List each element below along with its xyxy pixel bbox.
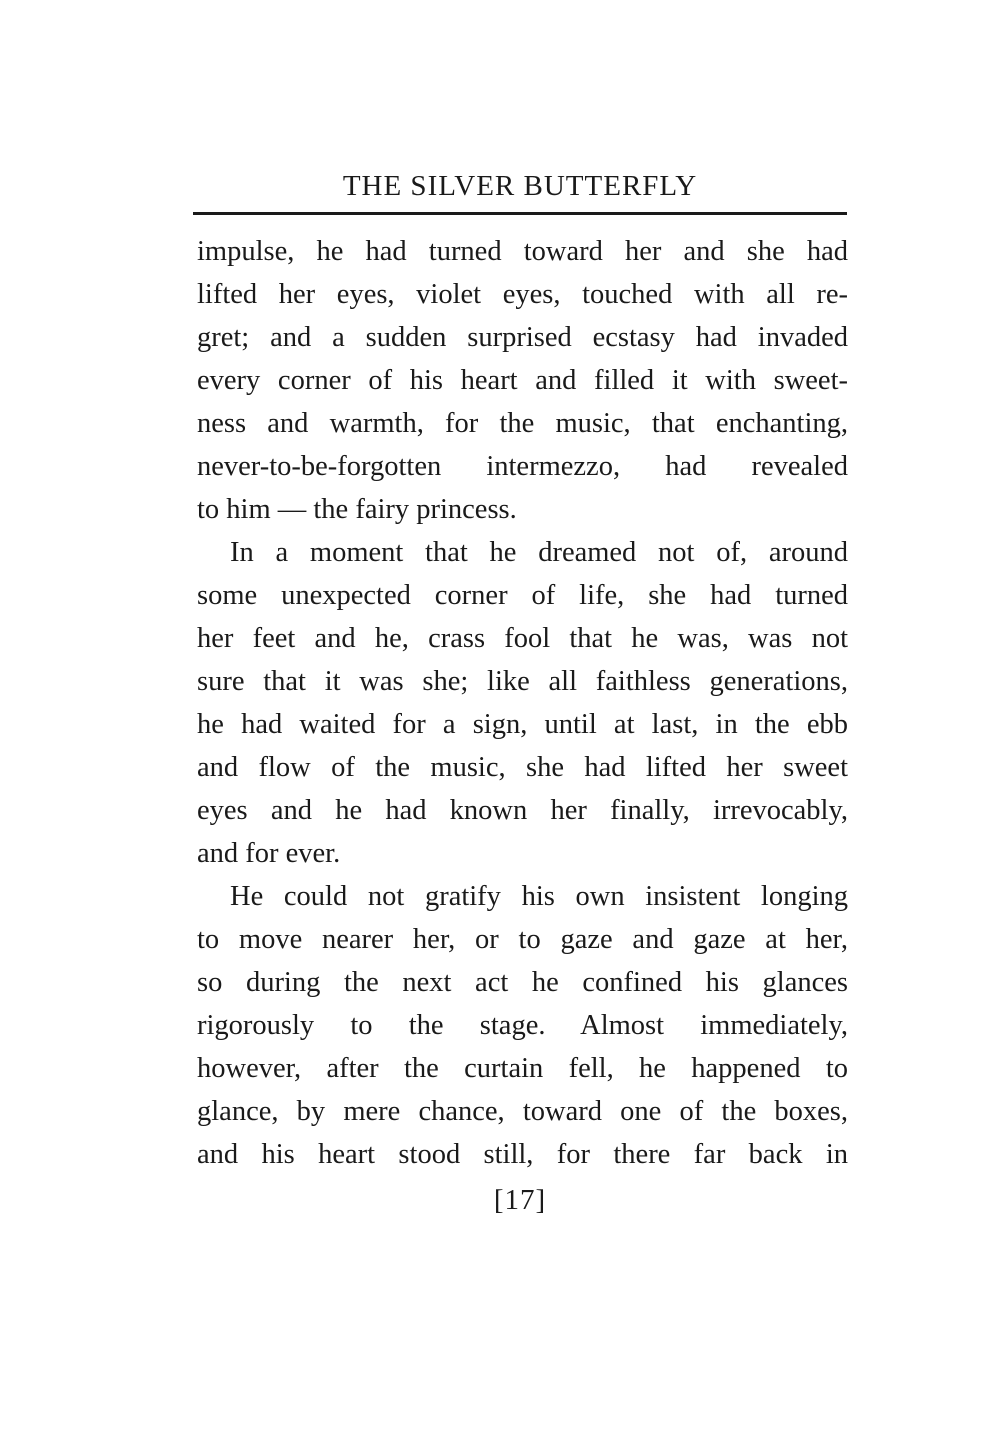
text-line: He could not gratify his own insistent longing [230,881,848,912]
body-text [197,230,848,1176]
running-head: THE SILVER BUTTERFLY [342,170,698,202]
text-line: glance, by mere chance, toward one of the boxes, [197,1096,848,1127]
text-line: gret; and a sudden surprised ecstasy had invaded [197,322,848,353]
paragraph-2 [197,531,848,875]
text-line: however, after the curtain fell, he happened to [197,1053,848,1084]
header-rule [193,212,847,215]
text-line: never-to-be-forgotten intermezzo, had revealed [197,451,848,482]
text-line: and flow of the music, she had lifted her sweet [197,752,848,783]
text-line: ness and warmth, for the music, that enchanting, [197,408,848,439]
text-line: sure that it was she; like all faithless generations, [197,666,848,697]
text-line: lifted her eyes, violet eyes, touched with all re- [197,279,848,310]
paragraph-1 [197,230,848,531]
text-line: impulse, he had turned toward her and she had [197,236,848,267]
text-line: In a moment that he dreamed not of, around [230,537,848,568]
text-line: some unexpected corner of life, she had turned [197,580,848,611]
text-line: to him — the fairy princess. [197,494,517,525]
text-line: rigorously to the stage. Almost immediately, [197,1010,848,1041]
text-line: and his heart stood still, for there far back in [197,1139,848,1170]
text-line: so during the next act he confined his glances [197,967,848,998]
text-line: to move nearer her, or to gaze and gaze at her, [197,924,848,955]
text-line: he had waited for a sign, until at last, in the ebb [197,709,848,740]
text-line: and for ever. [197,838,341,869]
page-number: [17] [493,1184,547,1216]
text-line: every corner of his heart and filled it with sweet- [197,365,848,396]
text-line: her feet and he, crass fool that he was, was not [197,623,848,654]
paragraph-3 [197,875,848,1176]
text-line: eyes and he had known her finally, irrevocably, [197,795,848,826]
